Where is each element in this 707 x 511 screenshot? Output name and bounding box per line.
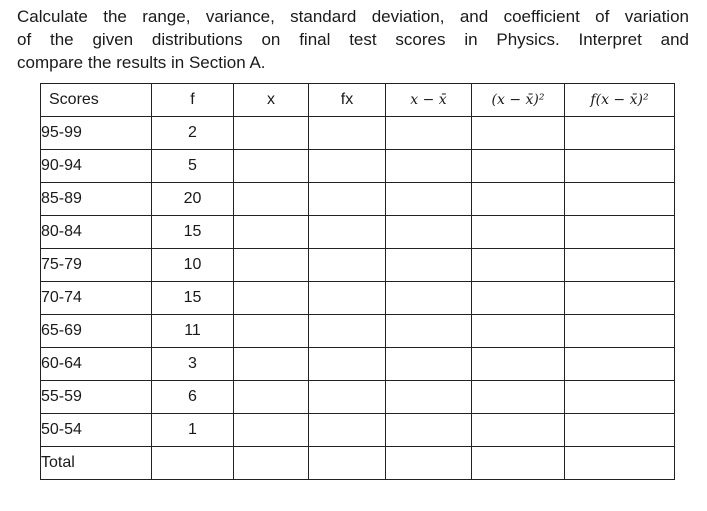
cell-f-deviation-squared[interactable] <box>565 414 675 447</box>
cell-total-midpoint[interactable] <box>234 447 309 480</box>
table-row <box>41 381 675 414</box>
cell-scores[interactable]: 50-54 <box>41 414 152 447</box>
cell-f-deviation-squared[interactable] <box>565 150 675 183</box>
cell-frequency[interactable]: 6 <box>152 381 234 414</box>
cell-fx[interactable] <box>309 282 386 315</box>
header-deviation-squared <box>472 84 565 117</box>
cell-total-f-deviation-squared[interactable] <box>565 447 675 480</box>
header-deviation <box>386 84 472 117</box>
cell-scores[interactable]: 85-89 <box>41 183 152 216</box>
cell-deviation[interactable] <box>386 315 472 348</box>
header-midpoint: x <box>234 84 309 117</box>
table-row <box>41 315 675 348</box>
table-row <box>41 414 675 447</box>
cell-fx[interactable] <box>309 216 386 249</box>
header-f-deviation-squared <box>565 84 675 117</box>
cell-deviation-squared[interactable] <box>472 216 565 249</box>
cell-frequency[interactable]: 10 <box>152 249 234 282</box>
cell-frequency[interactable]: 11 <box>152 315 234 348</box>
cell-scores[interactable]: 55-59 <box>41 381 152 414</box>
cell-fx[interactable] <box>309 381 386 414</box>
table-total-row <box>41 447 675 480</box>
table-header-row <box>41 84 675 117</box>
cell-f-deviation-squared[interactable] <box>565 216 675 249</box>
table-row <box>41 150 675 183</box>
cell-total-label: Total <box>41 447 152 480</box>
cell-total-deviation[interactable] <box>386 447 472 480</box>
cell-deviation[interactable] <box>386 381 472 414</box>
header-deviation-squared-formula: (x − x̄)² <box>491 92 545 108</box>
cell-fx[interactable] <box>309 414 386 447</box>
cell-f-deviation-squared[interactable] <box>565 249 675 282</box>
cell-deviation[interactable] <box>386 414 472 447</box>
cell-frequency[interactable]: 1 <box>152 414 234 447</box>
cell-f-deviation-squared[interactable] <box>565 348 675 381</box>
cell-deviation[interactable] <box>386 150 472 183</box>
cell-deviation-squared[interactable] <box>472 381 565 414</box>
header-frequency: f <box>152 84 234 117</box>
cell-midpoint[interactable] <box>234 315 309 348</box>
cell-deviation-squared[interactable] <box>472 282 565 315</box>
header-fx: fx <box>309 84 386 117</box>
cell-f-deviation-squared[interactable] <box>565 117 675 150</box>
cell-frequency[interactable]: 15 <box>152 216 234 249</box>
cell-total-deviation-squared[interactable] <box>472 447 565 480</box>
cell-deviation-squared[interactable] <box>472 183 565 216</box>
cell-fx[interactable] <box>309 150 386 183</box>
cell-deviation-squared[interactable] <box>472 150 565 183</box>
cell-fx[interactable] <box>309 348 386 381</box>
cell-midpoint[interactable] <box>234 414 309 447</box>
cell-scores[interactable]: 95-99 <box>41 117 152 150</box>
cell-deviation[interactable] <box>386 183 472 216</box>
cell-scores[interactable]: 65-69 <box>41 315 152 348</box>
cell-scores[interactable]: 75-79 <box>41 249 152 282</box>
cell-midpoint[interactable] <box>234 249 309 282</box>
cell-deviation[interactable] <box>386 117 472 150</box>
cell-total-fx[interactable] <box>309 447 386 480</box>
cell-deviation-squared[interactable] <box>472 249 565 282</box>
cell-fx[interactable] <box>309 315 386 348</box>
cell-f-deviation-squared[interactable] <box>565 183 675 216</box>
cell-scores[interactable]: 60-64 <box>41 348 152 381</box>
cell-frequency[interactable]: 20 <box>152 183 234 216</box>
header-deviation-formula: x − x̄ <box>410 92 447 108</box>
instructions-paragraph <box>17 5 689 74</box>
cell-frequency[interactable]: 5 <box>152 150 234 183</box>
header-f-deviation-squared-formula: f(x − x̄)² <box>590 92 649 108</box>
cell-midpoint[interactable] <box>234 117 309 150</box>
table-row <box>41 183 675 216</box>
instructions-line-1: Calculate the range, variance, standard deviation, and coefficient of variation <box>17 7 689 26</box>
table-row <box>41 117 675 150</box>
cell-f-deviation-squared[interactable] <box>565 282 675 315</box>
table-row <box>41 348 675 381</box>
cell-deviation[interactable] <box>386 249 472 282</box>
cell-frequency[interactable]: 2 <box>152 117 234 150</box>
cell-deviation[interactable] <box>386 282 472 315</box>
cell-midpoint[interactable] <box>234 348 309 381</box>
cell-deviation[interactable] <box>386 216 472 249</box>
table-row <box>41 249 675 282</box>
table-row <box>41 282 675 315</box>
cell-f-deviation-squared[interactable] <box>565 381 675 414</box>
header-scores: Scores <box>41 84 152 117</box>
cell-deviation[interactable] <box>386 348 472 381</box>
cell-midpoint[interactable] <box>234 150 309 183</box>
cell-frequency[interactable]: 3 <box>152 348 234 381</box>
cell-deviation-squared[interactable] <box>472 315 565 348</box>
instructions-line-2: of the given distributions on final test scores in Physics. Interpret and <box>17 30 689 49</box>
cell-midpoint[interactable] <box>234 216 309 249</box>
cell-midpoint[interactable] <box>234 282 309 315</box>
cell-f-deviation-squared[interactable] <box>565 315 675 348</box>
frequency-distribution-table <box>40 83 675 480</box>
cell-fx[interactable] <box>309 117 386 150</box>
cell-fx[interactable] <box>309 249 386 282</box>
cell-scores[interactable]: 80-84 <box>41 216 152 249</box>
table-body <box>41 117 675 480</box>
cell-midpoint[interactable] <box>234 183 309 216</box>
table-row <box>41 216 675 249</box>
cell-deviation-squared[interactable] <box>472 117 565 150</box>
cell-scores[interactable]: 90-94 <box>41 150 152 183</box>
cell-total-frequency[interactable] <box>152 447 234 480</box>
cell-deviation-squared[interactable] <box>472 348 565 381</box>
cell-midpoint[interactable] <box>234 381 309 414</box>
cell-scores[interactable]: 70-74 <box>41 282 152 315</box>
cell-deviation-squared[interactable] <box>472 414 565 447</box>
instructions-line-3: compare the results in Section A. <box>17 53 266 72</box>
cell-fx[interactable] <box>309 183 386 216</box>
cell-frequency[interactable]: 15 <box>152 282 234 315</box>
